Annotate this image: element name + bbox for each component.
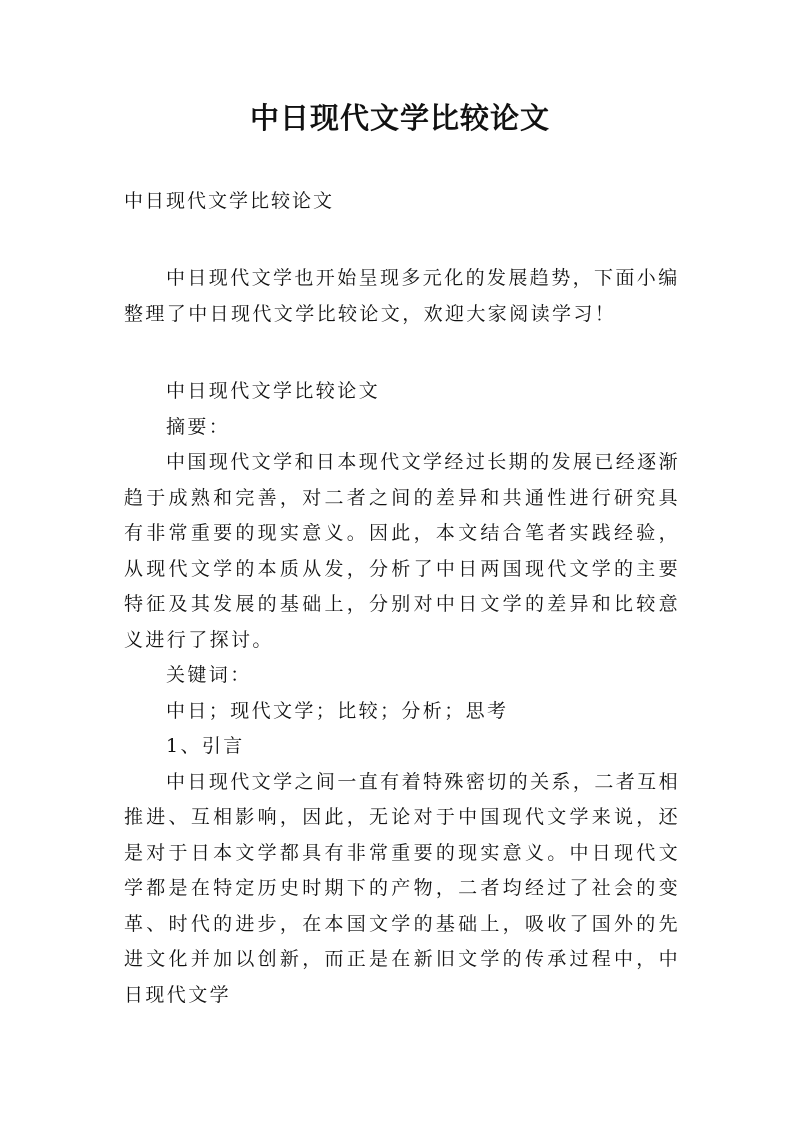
- document-subtitle: 中日现代文学比较论文: [124, 190, 335, 212]
- article-body: [124, 374, 680, 1013]
- keywords-label: 关键词：: [166, 664, 252, 686]
- document-title: 中日现代文学比较论文: [249, 101, 550, 135]
- section-paragraph: 中日现代文学之间一直有着特殊密切的关系，二者互相推进、互相影响，因此，无论对于中国现代文学来说，还是对于日本文学都具有非常重要的现实意义。中日现代文学都是在特定历史时期下的产物，二者均经过了社会的变革、时代的进步，在本国文学的基础上，吸收了国外的先进文化并加以创新，而正是在新旧文学的传承过程中，中日现代文学: [124, 770, 680, 1006]
- section-heading: 1、引言: [166, 735, 245, 757]
- abstract-label: 摘要：: [166, 415, 231, 438]
- abstract-paragraph: 中国现代文学和日本现代文学经过长期的发展已经逐渐趋于成熟和完善，对二者之间的差异和共通性进行研究具有非常重要的现实意义。因此，本文结合笔者实践经验，从现代文学的本质从发，分析了中日两国现代文学的主要特征及其发展的基础上，分别对中日文学的差异和比较意义进行了探讨。: [124, 451, 680, 651]
- keywords-text: 中日；现代文学；比较；分析；思考: [166, 699, 509, 722]
- article-title: 中日现代文学比较论文: [166, 380, 381, 402]
- intro-paragraph: 中日现代文学也开始呈现多元化的发展趋势，下面小编整理了中日现代文学比较论文，欢迎大家阅读学习！: [124, 267, 680, 325]
